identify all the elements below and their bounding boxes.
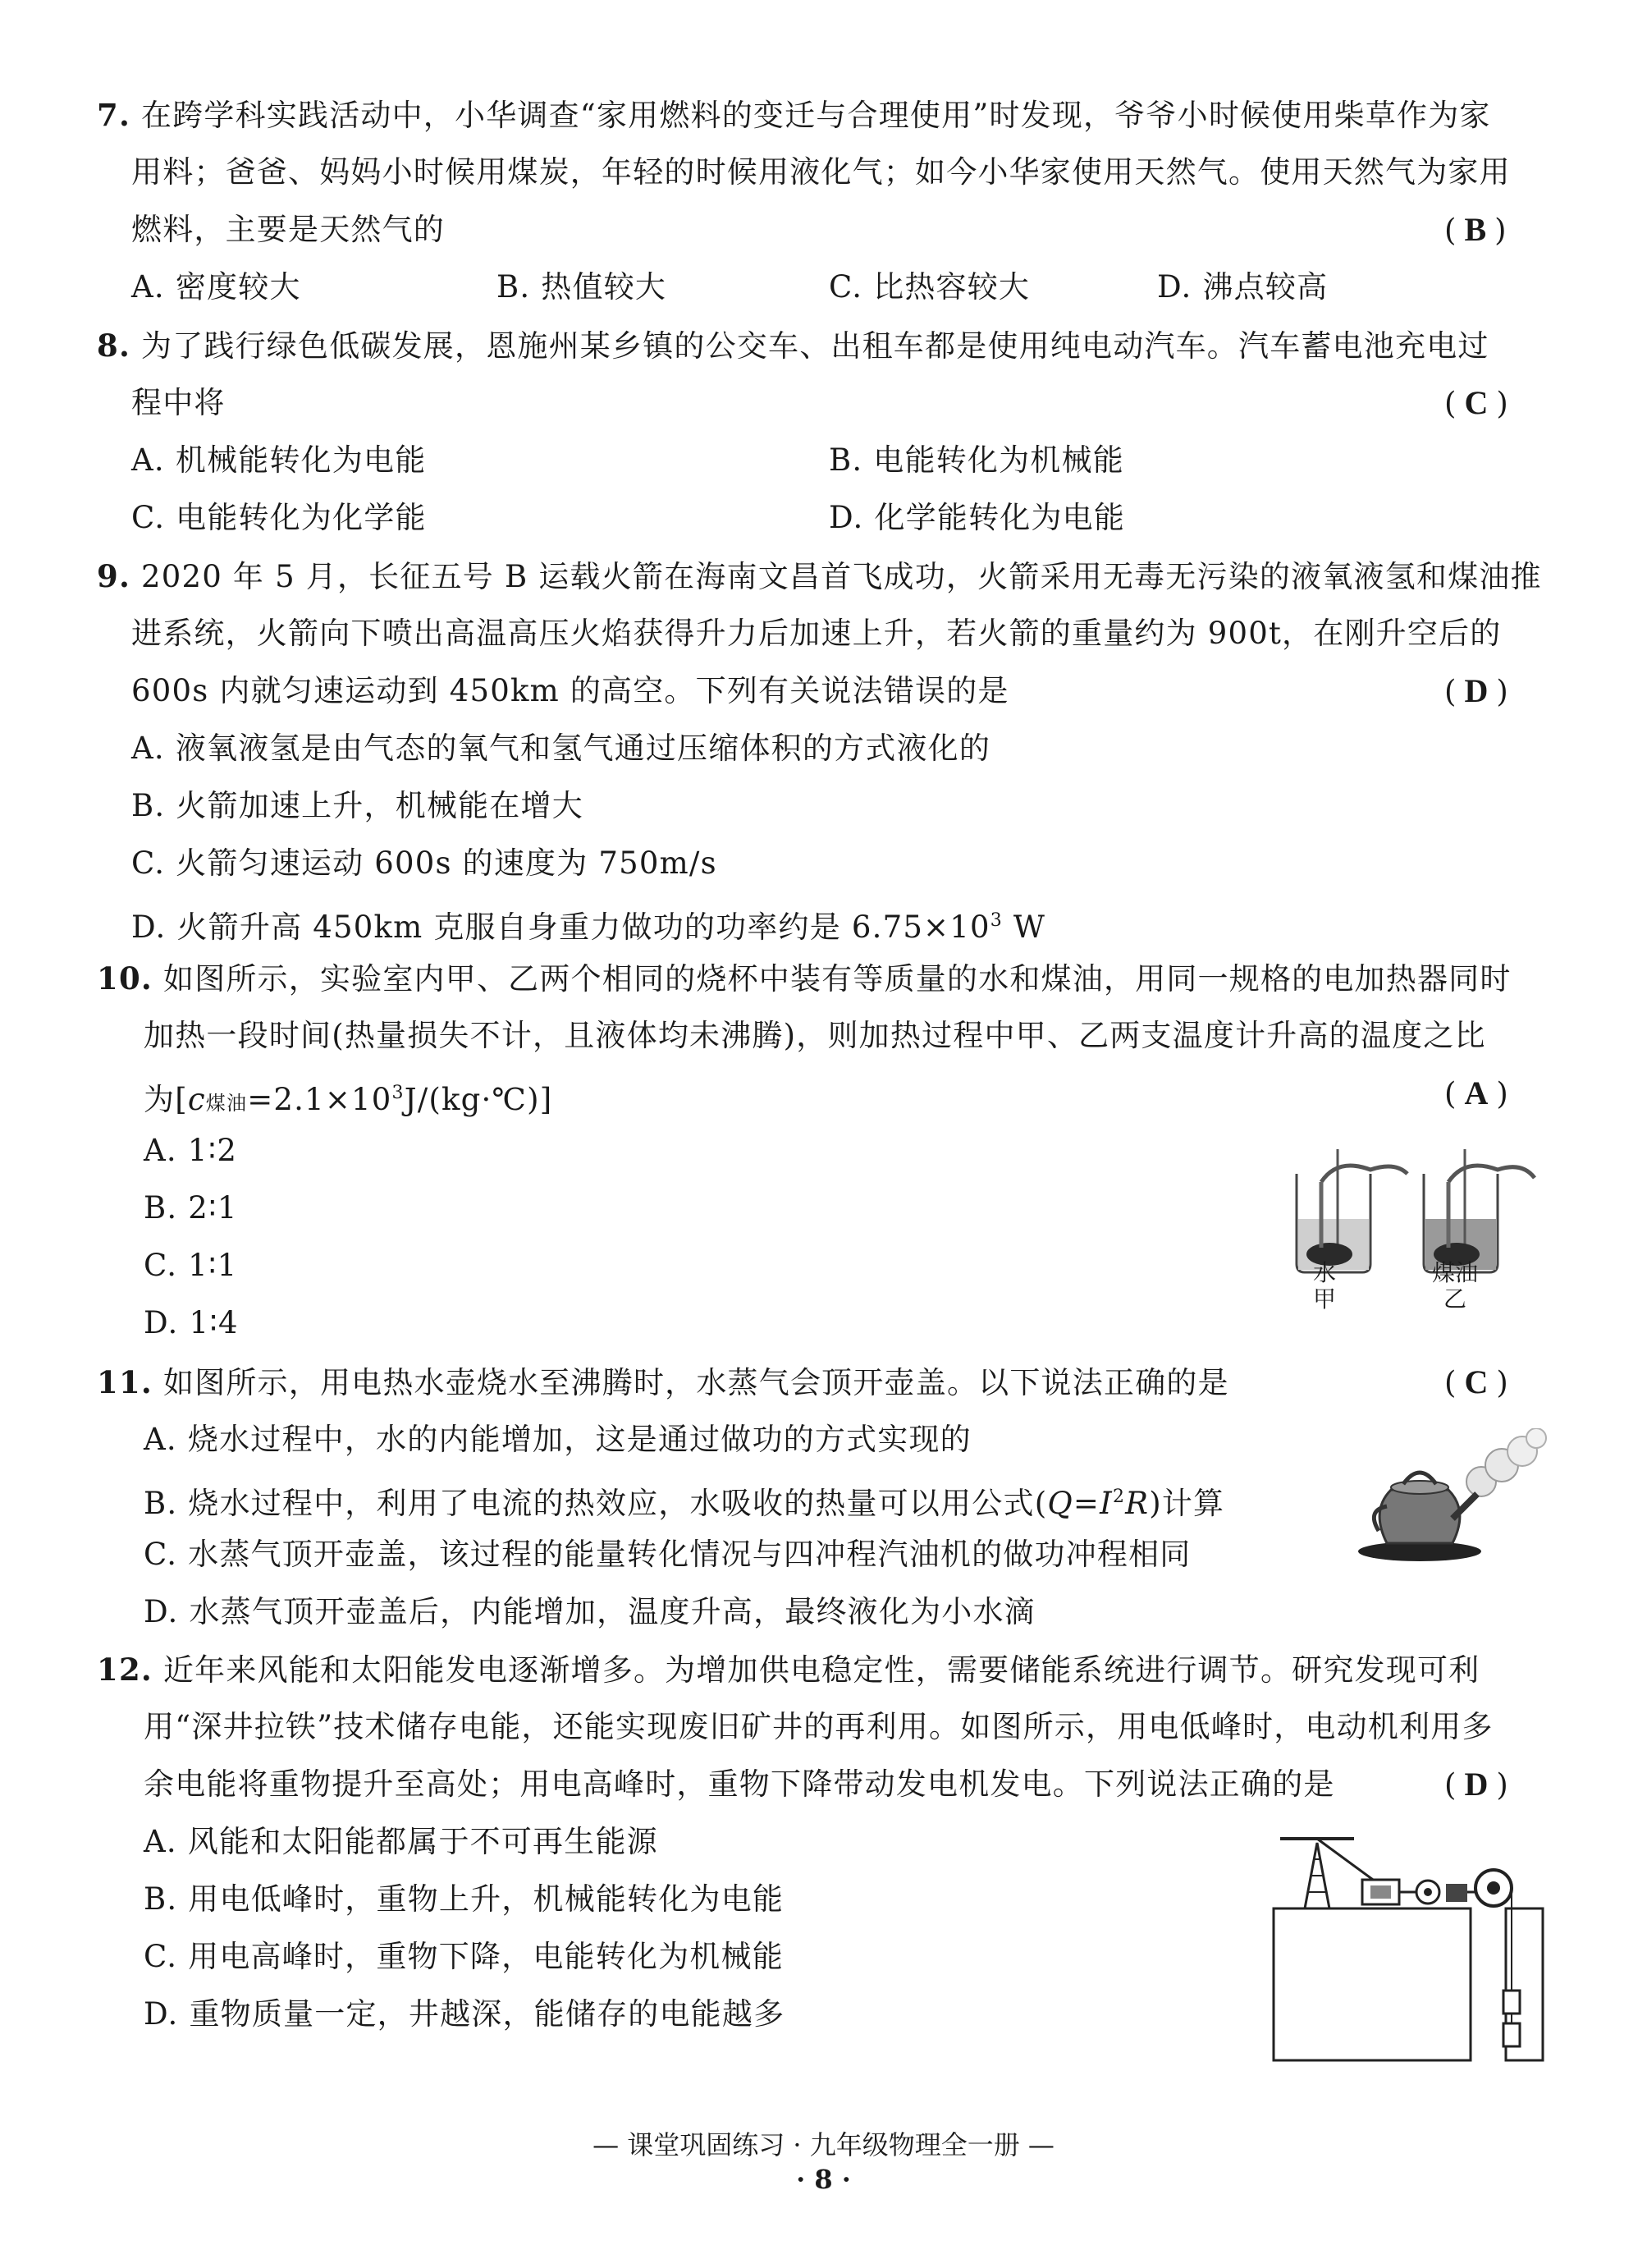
q9-number: 9. [97, 558, 131, 594]
q7-option-c: C. 比热容较大 [829, 269, 1031, 305]
q9-line-2: 进系统，火箭向下喷出高温高压火焰获得升力后加速上升，若火箭的重量约为 900t，在刚升空后的 [131, 616, 1502, 651]
q8-option-c: C. 电能转化为化学能 [131, 500, 427, 535]
motor-generator-illustration [1362, 1870, 1512, 1906]
q11-number: 11. [97, 1364, 153, 1400]
beaker-water-label: 水 [1313, 1259, 1337, 1286]
q10-option-d: D. 1∶4 [144, 1305, 239, 1340]
q9-option-d [131, 898, 1045, 951]
q7-option-a: A. 密度较大 [131, 269, 301, 305]
q11-option-b-end: )计算 [1149, 1486, 1225, 1521]
q8-line-2: 程中将 [131, 385, 226, 420]
q10-formula-unit: J/(kg·℃)] [404, 1082, 553, 1117]
q11-line-1 [97, 1359, 1229, 1406]
q9-answer: (D) [1444, 672, 1517, 709]
q12-text-1: 近年来风能和太阳能发电逐渐增多。为增加供电稳定性，需要储能系统进行调节。研究发现可利 [162, 1652, 1480, 1688]
q10-answer: (A) [1444, 1074, 1517, 1111]
deep-well-figure [1264, 1826, 1551, 2064]
q10-text-1: 如图所示，实验室内甲、乙两个相同的烧杯中装有等质量的水和煤油，用同一规格的电加热器同时 [162, 961, 1512, 997]
q11-formula-equals: = [1073, 1486, 1100, 1521]
q8-option-d: D. 化学能转化为电能 [829, 500, 1126, 535]
q11-option-b-text: B. 烧水过程中，利用了电流的热效应，水吸收的热量可以用公式( [144, 1486, 1048, 1521]
q7-answer: (B) [1444, 211, 1515, 248]
q10-formula-value: =2.1×10 [247, 1082, 392, 1117]
q8-text-1: 为了践行绿色低碳发展，恩施州某乡镇的公交车、出租车都是使用纯电动汽车。汽车蓄电池充电过 [141, 328, 1489, 364]
q10-option-b: B. 2∶1 [144, 1190, 238, 1226]
q12-option-c: C. 用电高峰时，重物下降，电能转化为机械能 [144, 1939, 784, 1974]
q9-line-3: 600s 内就匀速运动到 450km 的高空。下列有关说法错误的是 [131, 673, 1009, 708]
q10-line-2: 加热一段时间(热量损失不计，且液体均未沸腾)，则加热过程中甲、乙两支温度计升高的温度之比 [144, 1018, 1486, 1053]
q9-option-a: A. 液氧液氢是由气态的氧气和氢气通过压缩体积的方式液化的 [131, 731, 991, 766]
q10-option-a: A. 1∶2 [144, 1133, 238, 1168]
q11-formula-exponent: 2 [1112, 1487, 1126, 1507]
q7-line-3: 燃料，主要是天然气的 [131, 212, 445, 247]
beaker-kerosene-label: 煤油 [1432, 1259, 1479, 1286]
q8-option-a: A. 机械能转化为电能 [131, 442, 427, 478]
q7-option-b: B. 热值较大 [496, 269, 667, 305]
footer-title: — 课堂巩固练习 · 九年级物理全一册 — [592, 2129, 1055, 2160]
q11-option-b [144, 1474, 1224, 1527]
q10-line-1 [97, 955, 1512, 1002]
q12-option-a: A. 风能和太阳能都属于不可再生能源 [144, 1824, 658, 1859]
q12-number: 12. [97, 1652, 153, 1688]
beaker-water-caption [1313, 1260, 1336, 1313]
q9-option-d-text: D. 火箭升高 450km 克服自身重力做功的功率约是 6.75×10 [131, 909, 990, 945]
kettle-figure [1354, 1428, 1551, 1568]
page-number: · 8 · [796, 2164, 851, 2195]
q10-number: 10. [97, 960, 153, 997]
q8-option-b: B. 电能转化为机械能 [829, 442, 1124, 478]
q11-formula-r: R [1125, 1486, 1150, 1521]
beaker-kerosene-illustration [1424, 1149, 1535, 1272]
q12-line-2: 用“深井拉铁”技术储存电能，还能实现废旧矿井的再利用。如图所示，用电低峰时，电动机利用多 [144, 1709, 1494, 1744]
q11-text-1: 如图所示，用电热水壶烧水至沸腾时，水蒸气会顶开壶盖。以下说法正确的是 [162, 1365, 1229, 1400]
q12-answer: (D) [1444, 1766, 1517, 1803]
q12-option-b: B. 用电低峰时，重物上升，机械能转化为电能 [144, 1881, 785, 1917]
q8-line-1 [97, 323, 1489, 369]
q10-formula-subscript: 煤油 [205, 1092, 248, 1115]
ground-block [1274, 1908, 1471, 2060]
q10-formula-exponent: 3 [391, 1083, 405, 1103]
q11-answer-letter: C [1464, 1363, 1497, 1400]
q8-answer-letter: C [1464, 384, 1497, 421]
q7-answer-letter: B [1464, 211, 1495, 248]
q10-formula-open: 为[ [144, 1082, 188, 1117]
q7-option-d: D. 沸点较高 [1157, 269, 1329, 305]
q9-line-1 [97, 553, 1542, 600]
q9-option-c: C. 火箭匀速运动 600s 的速度为 750m/s [131, 845, 717, 881]
q11-option-c: C. 水蒸气顶开壶盖，该过程的能量转化情况与四冲程汽油机的做功冲程相同 [144, 1537, 1192, 1572]
kettle-illustration [1358, 1473, 1481, 1561]
beaker-water-tag: 甲 [1313, 1285, 1337, 1313]
q8-answer: (C) [1444, 384, 1517, 421]
q12-line-3: 余电能将重物提升至高处；用电高峰时，重物下降带动发电机发电。下列说法正确的是 [144, 1766, 1335, 1802]
steam-illustration [1466, 1428, 1546, 1496]
q10-formula-c: c [187, 1082, 206, 1117]
q11-formula-q: Q [1047, 1486, 1073, 1521]
q7-number: 7. [97, 97, 131, 133]
beaker-water-illustration [1297, 1149, 1407, 1272]
q10-line-3 [144, 1070, 552, 1126]
q9-option-d-exponent: 3 [990, 910, 1003, 931]
q12-line-1 [97, 1647, 1480, 1693]
q11-formula-i: I [1100, 1486, 1113, 1521]
q12-option-d: D. 重物质量一定，井越深，能储存的电能越多 [144, 1996, 785, 2032]
q10-option-c: C. 1∶1 [144, 1248, 238, 1283]
q9-option-d-unit: W [1002, 909, 1046, 945]
q11-option-d: D. 水蒸气顶开壶盖后，内能增加，温度升高，最终液化为小水滴 [144, 1594, 1036, 1629]
q8-number: 8. [97, 328, 131, 364]
q9-option-b: B. 火箭加速上升，机械能在增大 [131, 788, 583, 823]
q9-answer-letter: D [1464, 672, 1497, 709]
beaker-kerosene-tag: 乙 [1443, 1285, 1467, 1313]
q12-answer-letter: D [1464, 1766, 1497, 1803]
q11-answer: (C) [1444, 1363, 1517, 1400]
q7-line-1 [97, 92, 1491, 139]
q7-text-1: 在跨学科实践活动中，小华调查“家用燃料的变迁与合理使用”时发现，爷爷小时候使用柴草作为家 [141, 98, 1491, 133]
beaker-kerosene-caption [1432, 1260, 1478, 1313]
q7-line-2: 用料；爸爸、妈妈小时候用煤炭，年轻的时候用液化气；如今小华家使用天然气。使用天然气为家用 [131, 154, 1511, 190]
q10-answer-letter: A [1464, 1074, 1497, 1111]
q9-text-1: 2020 年 5 月，长征五号 B 运载火箭在海南文昌首飞成功，火箭采用无毒无污染的液氧液氢和煤油推 [141, 559, 1542, 594]
q11-option-a: A. 烧水过程中，水的内能增加，这是通过做功的方式实现的 [144, 1422, 972, 1457]
